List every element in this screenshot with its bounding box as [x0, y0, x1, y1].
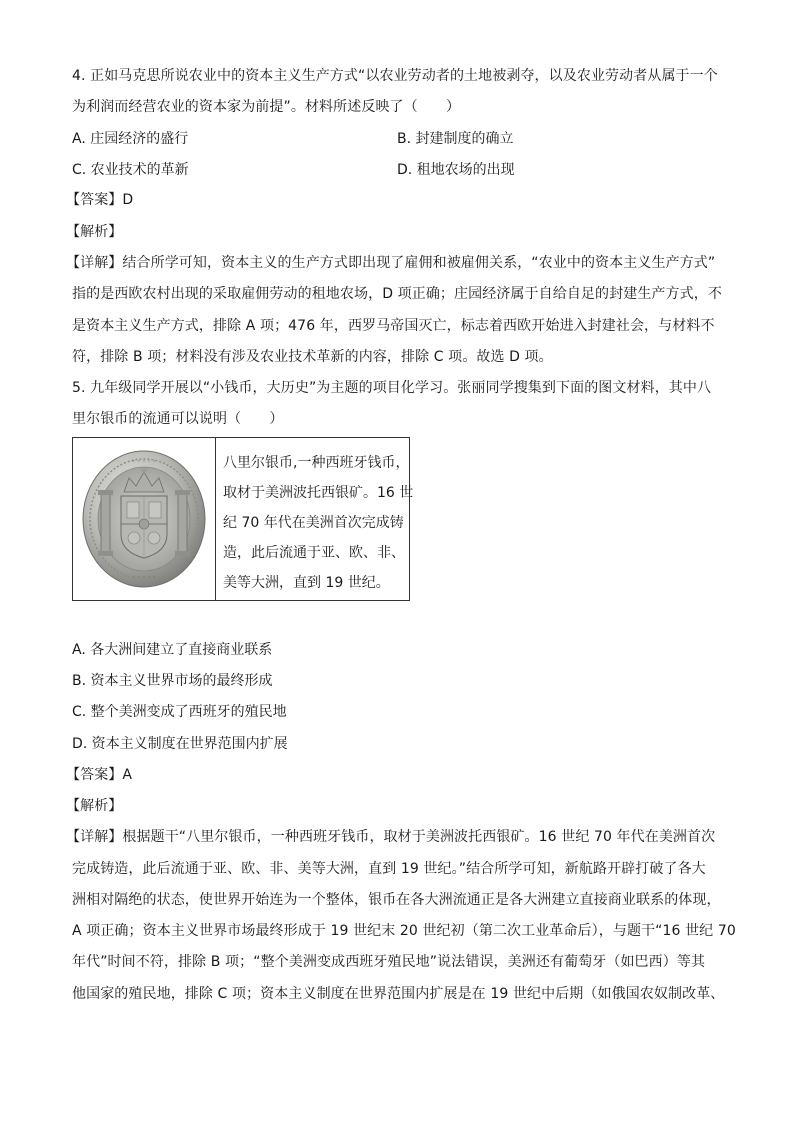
q5-detail-line-3: 洲相对隔绝的状态，使世界开始连为一个整体，银币在各大洲流通正是各大洲建立直接商业联系的体现，	[72, 892, 721, 908]
q5-detail-line-1: 【详解】根据题干“八里尔银币，一种西班牙钱币，取材于美洲波托西银矿。16 世纪 70 年代在美洲首次	[66, 829, 716, 845]
q4-detail-line-4: 符，排除 B 项；材料没有涉及农业技术革新的内容，排除 C 项。故选 D 项。	[72, 349, 553, 365]
svg-text:· · · · ·: · · · · ·	[132, 573, 156, 582]
q5-option-c: C. 整个美洲变成了西班牙的殖民地	[72, 704, 287, 720]
svg-text:· · · · ·: · · · · ·	[132, 457, 156, 466]
q4-option-c: C. 农业技术的革新	[72, 162, 189, 178]
q5-detail-line-5: 年代”时间不符，排除 B 项；“整个美洲变成西班牙殖民地”说法错误，美洲还有葡萄牙（如巴西）等其	[72, 954, 706, 970]
q5-option-a: A. 各大洲间建立了直接商业联系	[72, 642, 273, 658]
coin-text-line-4: 造，此后流通于亚、欧、非、	[223, 545, 405, 561]
q5-detail-line-6: 他国家的殖民地，排除 C 项；资本主义制度在世界范围内扩展是在 19 世纪中后期（如俄国农奴制改革、	[72, 986, 725, 1002]
q4-detail-line-1: 【详解】结合所学可知，资本主义的生产方式即出现了雇佣和被雇佣关系，“农业中的资本主义生产方式”	[66, 255, 716, 271]
coin-image-cell	[73, 438, 216, 600]
q4-detail-line-2: 指的是西欧农村出现的采取雇佣劳动的租地农场，D 项正确；庄园经济属于自给自足的封建生产方式，不	[72, 286, 722, 302]
q5-detail-line-2: 完成铸造，此后流通于亚、欧、非、美等大洲，直到 19 世纪。”结合所学可知，新航路开辟打破了各大	[72, 861, 706, 877]
q4-stem-line-1: 4. 正如马克思所说农业中的资本主义生产方式“以农业劳动者的土地被剥夺，以及农业劳动者从属于一个	[72, 68, 718, 84]
q5-stem-line-2: 里尔银币的流通可以说明（ ）	[72, 411, 284, 427]
q5-analysis-heading: 【解析】	[66, 798, 123, 814]
q4-option-a: A. 庄园经济的盛行	[72, 131, 189, 147]
q4-option-b: B. 封建制度的确立	[397, 131, 514, 147]
q4-option-d: D. 租地农场的出现	[397, 162, 515, 178]
coin-description	[223, 448, 414, 598]
q5-answer: 【答案】A	[66, 767, 133, 783]
silver-coin-image	[79, 446, 210, 592]
q5-stem-line-1: 5. 九年级同学开展以“小钱币，大历史”为主题的项目化学习。张丽同学搜集到下面的图文材料，其中八	[72, 380, 712, 396]
coin-text-line-5: 美等大洲，直到 19 世纪。	[223, 575, 390, 591]
q5-option-b: B. 资本主义世界市场的最终形成	[72, 673, 273, 689]
q5-option-d: D. 资本主义制度在世界范围内扩展	[72, 736, 288, 752]
coin-material-table	[72, 437, 414, 601]
q5-detail-line-4: A 项正确；资本主义世界市场最终形成于 19 世纪末 20 世纪初（第二次工业革命后），与题干“16 世纪 70	[72, 923, 736, 939]
q4-analysis-heading: 【解析】	[66, 224, 123, 240]
q4-answer: 【答案】D	[66, 192, 134, 208]
q4-detail-line-3: 是资本主义生产方式，排除 A 项；476 年，西罗马帝国灭亡，标志着西欧开始进入封建社会，与材料不	[72, 318, 715, 334]
coin-text-line-1: 八里尔银币,一种西班牙钱币，	[223, 455, 410, 471]
coin-text-line-2: 取材于美洲波托西银矿。16 世	[223, 485, 414, 501]
q4-stem-line-2: 为利润而经营农业的资本家为前提”。材料所述反映了（ ）	[72, 99, 461, 115]
coin-text-line-3: 纪 70 年代在美洲首次完成铸	[223, 515, 404, 531]
